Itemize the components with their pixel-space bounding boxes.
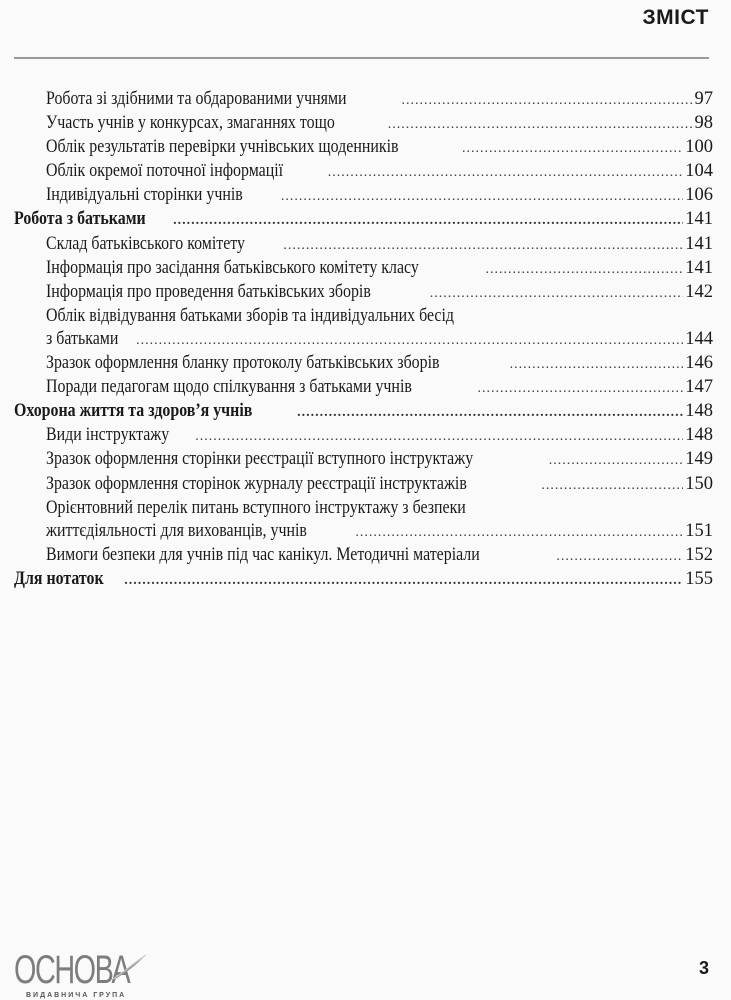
toc-entry-page: 106 [685, 185, 713, 206]
toc-entry[interactable] [14, 544, 713, 568]
header-divider [14, 57, 709, 59]
dot-leader [173, 209, 683, 232]
toc-section-page: 148 [685, 401, 713, 422]
dot-leader [556, 545, 683, 568]
dot-leader [401, 89, 692, 112]
dot-leader [462, 137, 683, 160]
toc-entry[interactable] [14, 112, 713, 136]
toc-section-title: Робота з батьками [14, 209, 146, 230]
toc-entry-page: 97 [694, 89, 713, 109]
toc-entry-line1[interactable] [14, 305, 713, 328]
toc-entry[interactable] [14, 448, 713, 472]
toc-entry-page: 141 [685, 257, 713, 278]
logo-text: ОСНОВА [14, 948, 130, 992]
toc-entry-page: 151 [685, 520, 713, 541]
toc-entry-page: 142 [685, 281, 713, 302]
toc-entry-title: Орієнтовний перелік питань вступного інструктажу з безпеки [46, 497, 466, 518]
toc-entry[interactable] [14, 424, 713, 448]
table-of-contents [14, 88, 713, 592]
toc-entry-title: Поради педагогам щодо спілкування з батьками учнів [46, 377, 412, 398]
dot-leader [355, 521, 683, 544]
toc-entry[interactable] [14, 136, 713, 160]
toc-entry-page: 144 [685, 328, 713, 349]
toc-entry-title: Індивідуальні сторінки учнів [46, 185, 243, 206]
dot-leader [195, 425, 683, 448]
dot-leader [283, 234, 683, 257]
dot-leader [430, 282, 684, 305]
dot-leader [510, 353, 684, 376]
toc-section[interactable] [14, 400, 713, 424]
toc-entry[interactable] [14, 328, 713, 352]
dot-leader [136, 329, 683, 352]
dot-leader [124, 569, 683, 592]
dot-leader [328, 161, 684, 184]
toc-entry-title: Робота зі здібними та обдарованими учнями [46, 89, 347, 109]
toc-entry-page: 141 [685, 233, 713, 254]
toc-section[interactable] [14, 208, 713, 232]
dot-leader [541, 474, 683, 497]
dot-leader [549, 449, 684, 472]
toc-entry-title: Види інструктажу [46, 425, 170, 446]
logo-subtitle: ВИДАВНИЧА ГРУПА [26, 992, 127, 999]
toc-entry-page: 98 [694, 113, 713, 134]
toc-entry-title: Вимоги безпеки для учнів під час канікул. Методичні матеріали [46, 544, 480, 565]
toc-entry[interactable] [14, 281, 713, 305]
toc-entry-title: Зразок оформлення сторінки реєстрації вступного інструктажу [46, 449, 474, 470]
toc-entry-title: Облік результатів перевірки учнівських щоденників [46, 137, 399, 158]
toc-entry-page: 104 [685, 161, 713, 182]
dot-leader [477, 377, 683, 400]
toc-entry[interactable] [14, 233, 713, 257]
toc-section[interactable] [14, 568, 713, 592]
toc-entry-title: Склад батьківського комітету [46, 233, 245, 254]
toc-entry-title: Інформація про проведення батьківських зборів [46, 281, 371, 302]
toc-entry[interactable] [14, 160, 713, 184]
toc-entry-page: 146 [685, 353, 713, 374]
toc-entry-page: 149 [685, 449, 713, 470]
toc-entry-title: Участь учнів у конкурсах, змаганнях тощо [46, 113, 335, 134]
toc-section-page: 141 [685, 209, 713, 230]
toc-entry[interactable] [14, 473, 713, 497]
toc-entry-page: 147 [685, 377, 713, 398]
toc-entry-title: Інформація про засідання батьківського комітету класу [46, 257, 419, 278]
dot-leader [297, 401, 683, 424]
toc-section-page: 155 [685, 568, 713, 589]
page-number: 3 [698, 958, 709, 978]
toc-entry-page: 150 [685, 473, 713, 494]
toc-entry[interactable] [14, 376, 713, 400]
toc-entry[interactable] [14, 352, 713, 376]
feather-icon [109, 952, 149, 982]
toc-section-title: Для нотаток [14, 568, 104, 589]
toc-entry-title-cont: життєдіяльності для вихованців, учнів [46, 520, 307, 541]
toc-entry-page: 152 [685, 544, 713, 565]
toc-entry-title-cont: з батьками [46, 328, 119, 349]
publisher-logo [14, 948, 174, 999]
toc-entry-title: Зразок оформлення бланку протоколу батьківських зборів [46, 353, 440, 374]
toc-entry-line1[interactable] [14, 497, 713, 520]
toc-entry-page: 148 [685, 425, 713, 446]
toc-entry[interactable] [14, 520, 713, 544]
dot-leader [486, 258, 684, 281]
header-title: ЗМІСТ [642, 6, 709, 29]
toc-entry-title: Облік окремої поточної інформації [46, 161, 284, 182]
toc-entry[interactable] [14, 257, 713, 281]
toc-entry-title: Облік відвідування батьками зборів та індивідуальних бесід [46, 305, 455, 326]
toc-entry-page: 100 [685, 137, 713, 158]
dot-leader [281, 185, 683, 208]
toc-entry[interactable] [14, 184, 713, 208]
dot-leader [388, 113, 693, 136]
toc-section-title: Охорона життя та здоров’я учнів [14, 401, 253, 422]
toc-entry[interactable] [14, 88, 713, 112]
toc-entry-title: Зразок оформлення сторінок журналу реєстрації інструктажів [46, 473, 467, 494]
